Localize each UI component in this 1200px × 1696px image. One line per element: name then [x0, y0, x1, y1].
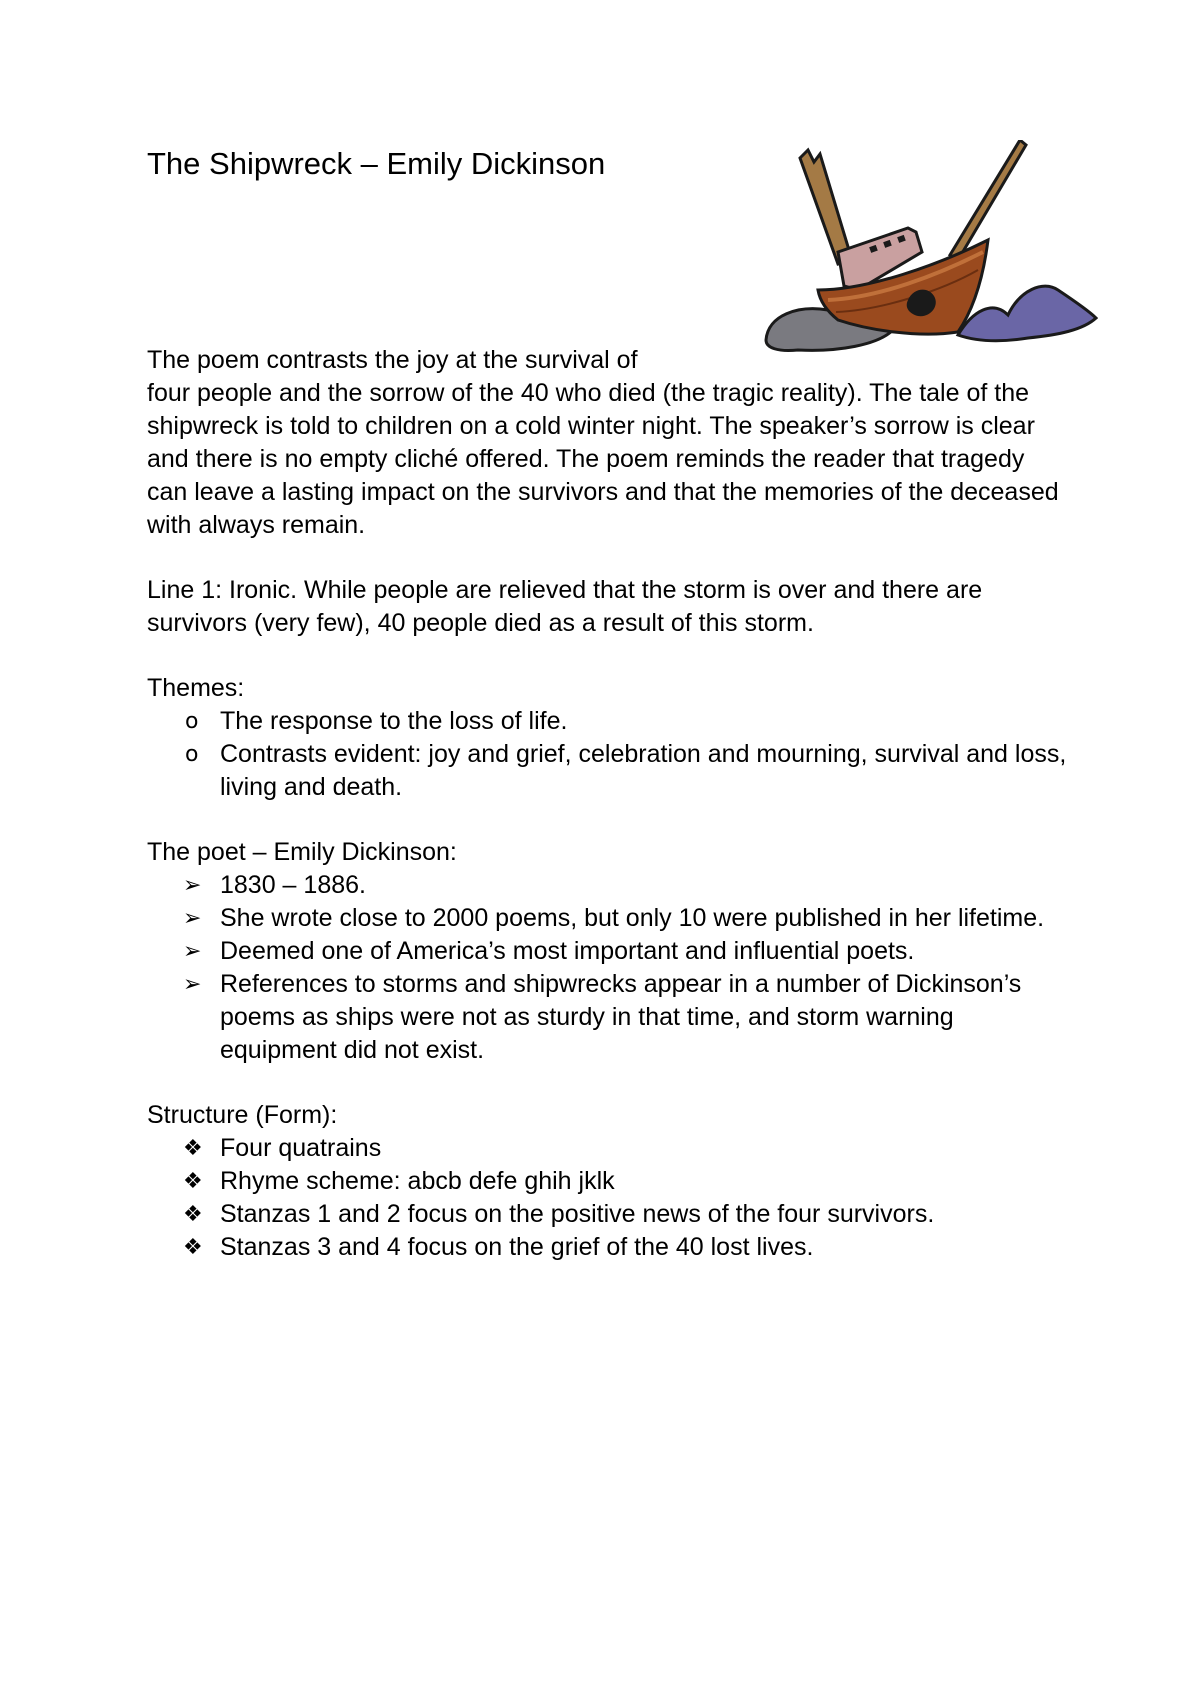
list-item: o Contrasts evident: joy and grief, celebration and mourning, survival and loss, living and death. [185, 740, 1067, 801]
themes-list [147, 705, 1067, 804]
list-item: ❖ Stanzas 3 and 4 focus on the grief of the 40 lost lives. [147, 1231, 1067, 1264]
diamond-bullet-icon: ❖ [183, 1202, 203, 1227]
diamond-bullet-icon: ❖ [183, 1235, 203, 1260]
themes-heading: Themes: [147, 674, 245, 702]
structure-list [147, 1132, 1067, 1264]
intro-paragraph [147, 344, 1067, 542]
list-item: ❖ Rhyme scheme: abcb defe ghih jklk [147, 1165, 1067, 1198]
list-item: ➢ References to storms and shipwrecks appear in a number of Dickinson’s poems as ships were not as sturdy in that time, and storm warning equipment did not exist. [183, 970, 1022, 1064]
poet-heading: The poet – Emily Dickinson: [147, 838, 457, 866]
list-item: ➢ 1830 – 1886. [147, 869, 1067, 902]
arrowhead-bullet-icon: ➢ [183, 873, 202, 898]
structure-heading: Structure (Form): [147, 1101, 338, 1129]
circle-bullet-icon: o [185, 742, 199, 767]
list-item: o The response to the loss of life. [147, 705, 1067, 738]
arrowhead-bullet-icon: ➢ [183, 906, 202, 931]
document-body [147, 344, 1067, 1264]
shipwreck-illustration-icon [758, 140, 1098, 370]
rock-right [958, 286, 1096, 341]
list-item: ➢ Deemed one of America’s most important and influential poets. [147, 935, 1067, 968]
poet-list [147, 869, 1067, 1067]
list-item: ❖ Stanzas 1 and 2 focus on the positive news of the four survivors. [147, 1198, 1067, 1231]
page-title: The Shipwreck – Emily Dickinson [147, 146, 606, 181]
broken-mast [800, 150, 852, 264]
arrowhead-bullet-icon: ➢ [183, 939, 202, 964]
arrowhead-bullet-icon: ➢ [183, 972, 202, 997]
list-item: ❖ Four quatrains [147, 1132, 1067, 1165]
list-item: ➢ She wrote close to 2000 poems, but only 10 were published in her lifetime. [147, 902, 1067, 935]
circle-bullet-icon: o [185, 709, 199, 734]
diamond-bullet-icon: ❖ [183, 1169, 203, 1194]
intro-first-line: The poem contrasts the joy at the survival of [147, 346, 638, 374]
line1-paragraph: Line 1: Ironic. While people are relieved that the storm is over and there are survivors (very few), 40 people died as a result of this storm. [147, 576, 983, 637]
diamond-bullet-icon: ❖ [183, 1136, 203, 1161]
intro-rest: four people and the sorrow of the 40 who died (the tragic reality). The tale of the shipwreck is told to children on a cold winter night. The speaker’s sorrow is clear and there is no empty cliché offered. The poem reminds the reader that tragedy can leave a lasting impact on the survivors and that the memories of the deceased with always remain. [147, 379, 1059, 539]
